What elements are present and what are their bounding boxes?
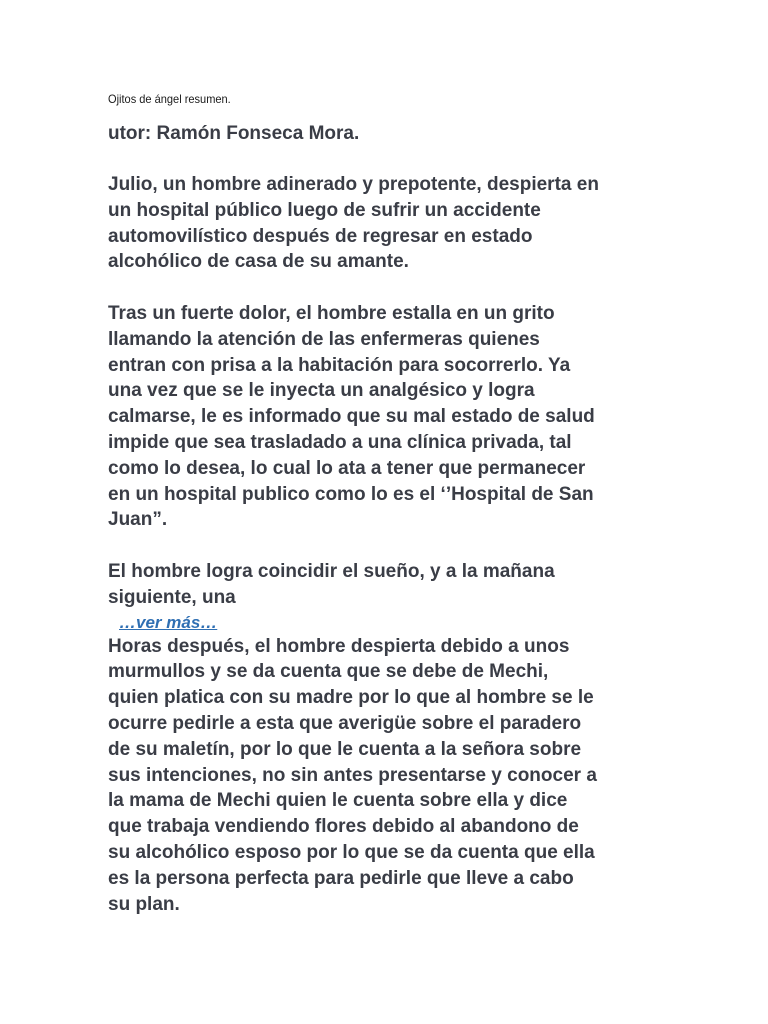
text-line: Juan”. [108, 509, 168, 531]
text-line: quien platica con su madre por lo que al hombre se le [108, 687, 594, 709]
text-line: de su maletín, por lo que le cuenta a la señora sobre [108, 738, 582, 760]
text-line: alcohólico de casa de su amante. [108, 251, 409, 273]
text-line: El hombre logra coincidir el sueño, y a la mañana [108, 560, 555, 582]
text-line: en un hospital publico como lo es el ‘’Hospital de San [108, 483, 594, 505]
text-line: un hospital público luego de sufrir un accidente [108, 199, 541, 221]
text-line: una vez que se le inyecta un analgésico y logra [108, 380, 535, 402]
text-line: que trabaja vendiendo flores debido al abandono de [108, 816, 579, 838]
text-line: su alcohólico esposo por lo que se da cuenta que ella [108, 841, 595, 863]
text-line: entran con prisa a la habitación para socorrerlo. Ya [108, 354, 571, 376]
text-line: Julio, un hombre adinerado y prepotente, despierta en [108, 174, 599, 195]
text-line: la mama de Mechi quien le cuenta sobre ella y dice [108, 790, 568, 812]
document-title: Ojitos de ángel resumen. [108, 92, 231, 106]
text-line: sus intenciones, no sin antes presentarse y conocer a [108, 764, 597, 786]
text-line: ocurre pedirle a esta que averigüe sobre el paradero [108, 712, 582, 734]
text-line: Tras un fuerte dolor, el hombre estalla en un grito [108, 302, 555, 324]
text-line: llamando la atención de las enfermeras quienes [108, 328, 540, 350]
text-line: impide que sea trasladado a una clínica privada, tal [108, 431, 572, 453]
paragraph-gap [108, 275, 668, 301]
text-line: calmarse, le es informado que su mal estado de salud [108, 406, 595, 428]
text-line: murmullos y se da cuenta que se debe de Mechi, [108, 661, 549, 683]
text-line: como lo desea, lo cual lo ata a tener que permanecer [108, 457, 586, 479]
text-line: es la persona perfecta para pedirle que lleve a cabo [108, 867, 574, 889]
paragraph-gap [108, 533, 668, 559]
author-line: utor: Ramón Fonseca Mora. [108, 123, 360, 144]
text-line: Horas después, el hombre despierta debido a unos [108, 635, 570, 657]
document-body [108, 172, 668, 917]
see-more-link[interactable]: …ver más… [119, 612, 218, 632]
text-line: siguiente, una [108, 586, 236, 608]
text-line: su plan. [108, 893, 180, 915]
text-line: automovilístico después de regresar en estado [108, 225, 533, 247]
